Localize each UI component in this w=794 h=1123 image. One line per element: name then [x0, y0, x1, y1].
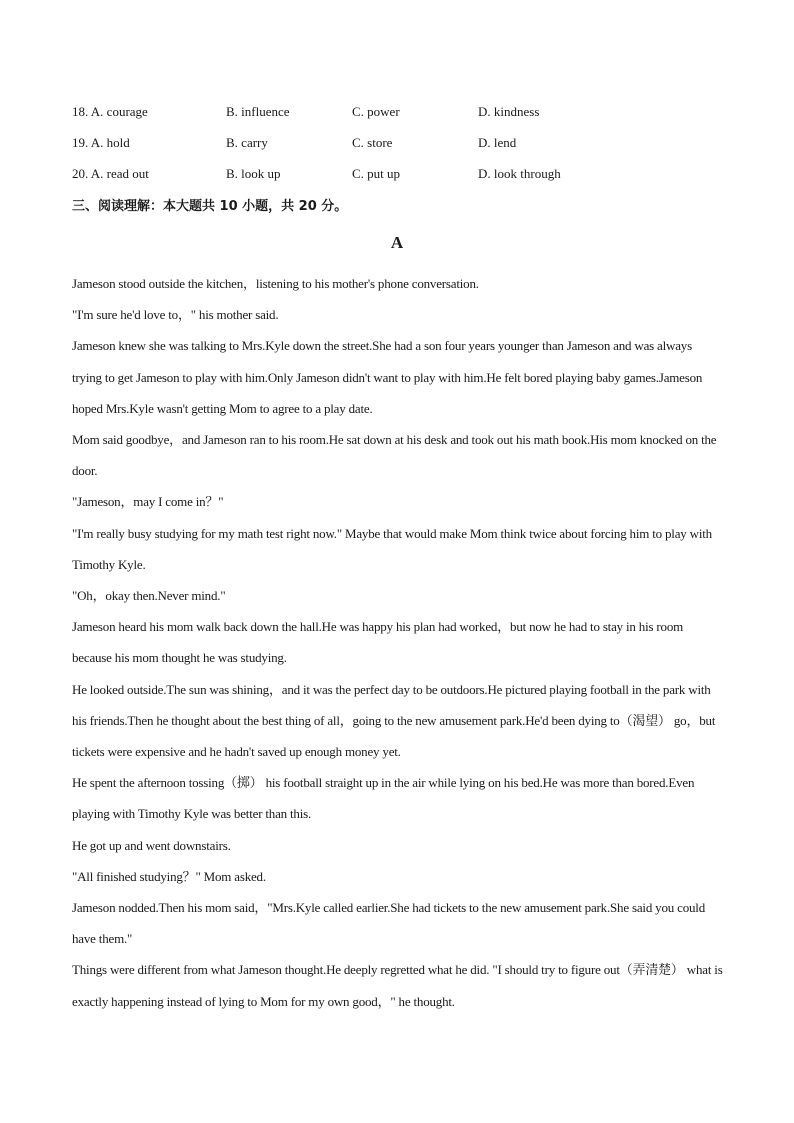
option-a: [72, 133, 130, 153]
option-a-text: read out: [106, 166, 149, 181]
paragraph: He spent the afternoon tossing（掷） his football straight up in the air while lying on his bed.He was more than bored.Even playing with Timothy Kyle was better than this.: [72, 775, 695, 822]
option-a: [72, 164, 149, 184]
paragraph: He got up and went downstairs.: [72, 837, 231, 853]
option-d: D. lend: [478, 135, 517, 150]
option-row-19: [72, 133, 732, 164]
paragraph: Jameson knew she was talking to Mrs.Kyle down the street.She had a son four years younger than Jameson and was always trying to get Jameson to play with him.Only Jameson didn't want to play with him.He felt bored playing baby games.Jameson hoped Mrs.Kyle wasn't getting Mom to agree to a play date.: [72, 338, 703, 416]
paragraph: Jameson stood outside the kitchen，listening to his mother's phone conversation.: [72, 276, 479, 291]
option-d: D. look through: [478, 166, 561, 181]
option-c: C. power: [352, 104, 400, 119]
question-number: 20. A.: [72, 166, 104, 181]
paragraph: "I'm really busy studying for my math test right now." Maybe that would make Mom think twice about forcing him to play with Timothy Kyle.: [72, 525, 712, 572]
paragraph: Jameson nodded.Then his mom said，"Mrs.Kyle called earlier.She had tickets to the new amusement park.She said you could have them.": [72, 900, 706, 947]
question-number: 18. A.: [72, 104, 104, 119]
paragraph: "I'm sure he'd love to，" his mother said.: [72, 307, 279, 323]
paragraph: Things were different from what Jameson thought.He deeply regretted what he did. "I should try to figure out（弄清楚） what is exactly happening instead of lying to Mom for my own good，" he thought.: [72, 962, 723, 1009]
paragraph: He looked outside.The sun was shining，and it was the perfect day to be outdoors.He pictured playing football in the park with his friends.Then he thought about the best thing of all，going to the new amusement park.He'd been dying to（渴望） go，but tickets were expensive and he hadn't saved up enough money yet.: [72, 681, 716, 760]
answer-options: [72, 102, 732, 195]
question-number: 19. A.: [72, 135, 104, 150]
option-a-text: courage: [106, 104, 148, 119]
paragraph: "Jameson，may I come in？": [72, 494, 224, 510]
paragraph: "Oh，okay then.Never mind.": [72, 588, 226, 604]
option-row-18: [72, 102, 732, 133]
passage-title: A: [390, 233, 404, 252]
option-b: B. influence: [226, 104, 290, 119]
passage-body: [72, 268, 724, 1017]
option-a-text: hold: [106, 135, 130, 150]
option-b: B. carry: [226, 135, 268, 150]
option-c: C. store: [352, 135, 393, 150]
option-d: D. kindness: [478, 104, 540, 119]
section-heading: 三、阅读理解：本大题共 10 小题，共 20 分。: [72, 199, 348, 214]
paragraph: Mom said goodbye，and Jameson ran to his room.He sat down at his desk and took out his math book.His mom knocked on the door.: [72, 432, 717, 479]
option-a: [72, 102, 148, 122]
option-c: C. put up: [352, 166, 401, 181]
paragraph: Jameson heard his mom walk back down the hall.He was happy his plan had worked，but now he had to stay in his room because his mom thought he was studying.: [72, 619, 684, 666]
option-row-20: [72, 164, 732, 195]
paragraph: "All finished studying？" Mom asked.: [72, 868, 266, 884]
option-b: B. look up: [226, 166, 281, 181]
